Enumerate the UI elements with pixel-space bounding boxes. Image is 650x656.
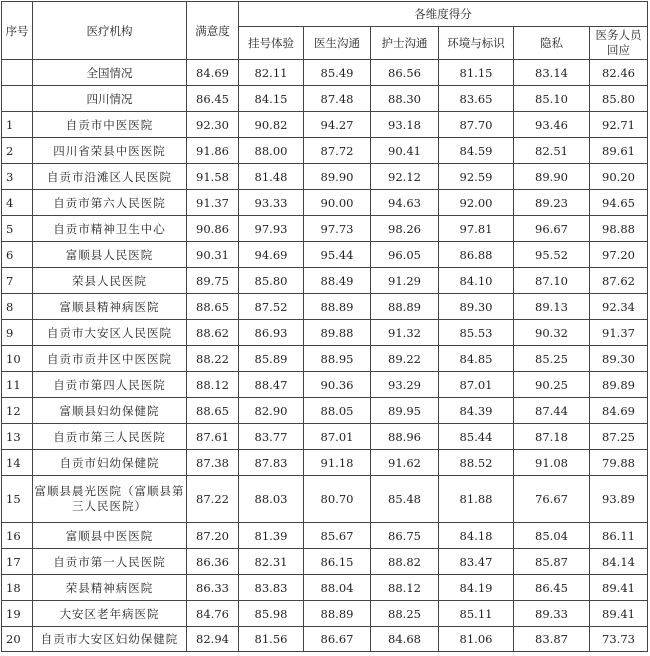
index-cell — [2, 86, 33, 112]
index-cell: 9 — [2, 320, 33, 346]
institution-cell: 自贡市精神卫生中心 — [33, 216, 187, 242]
institution-cell: 富顺县中医医院 — [33, 523, 187, 549]
score-cell: 88.95 — [304, 346, 371, 372]
score-cell: 87.18 — [514, 424, 590, 450]
score-cell: 84.68 — [371, 627, 439, 652]
score-cell: 93.89 — [590, 476, 648, 523]
score-cell: 85.53 — [439, 320, 514, 346]
score-cell: 83.83 — [239, 575, 304, 601]
score-cell: 90.31 — [187, 242, 239, 268]
score-cell: 84.59 — [439, 138, 514, 164]
score-cell: 81.15 — [439, 60, 514, 86]
index-cell: 14 — [2, 450, 33, 476]
table-row — [2, 268, 648, 294]
score-cell: 85.89 — [239, 346, 304, 372]
table-row — [2, 575, 648, 601]
score-cell: 95.44 — [304, 242, 371, 268]
score-cell: 87.38 — [187, 450, 239, 476]
score-cell: 89.61 — [590, 138, 648, 164]
score-cell: 89.30 — [590, 346, 648, 372]
index-cell: 19 — [2, 601, 33, 627]
table-row — [2, 450, 648, 476]
score-cell: 84.10 — [439, 268, 514, 294]
score-cell: 92.59 — [439, 164, 514, 190]
score-cell: 97.93 — [239, 216, 304, 242]
score-cell: 81.56 — [239, 627, 304, 652]
score-cell: 86.33 — [187, 575, 239, 601]
score-cell: 87.01 — [439, 372, 514, 398]
index-cell: 5 — [2, 216, 33, 242]
institution-cell: 自贡市第三人民医院 — [33, 424, 187, 450]
score-cell: 94.65 — [590, 190, 648, 216]
score-cell: 93.29 — [371, 372, 439, 398]
summary-row — [2, 86, 648, 112]
score-cell: 89.41 — [590, 575, 648, 601]
table-row — [2, 164, 648, 190]
institution-cell: 荣县精神病医院 — [33, 575, 187, 601]
score-cell: 93.46 — [514, 112, 590, 138]
score-cell: 83.77 — [239, 424, 304, 450]
score-cell: 89.88 — [304, 320, 371, 346]
score-cell: 94.63 — [371, 190, 439, 216]
score-cell: 85.44 — [439, 424, 514, 450]
score-cell: 90.32 — [514, 320, 590, 346]
score-cell: 98.26 — [371, 216, 439, 242]
score-cell: 88.96 — [371, 424, 439, 450]
score-cell: 88.65 — [187, 294, 239, 320]
score-cell: 86.15 — [304, 549, 371, 575]
table-row — [2, 242, 648, 268]
score-cell: 84.19 — [439, 575, 514, 601]
score-cell: 89.75 — [187, 268, 239, 294]
score-cell: 86.11 — [590, 523, 648, 549]
score-cell: 81.39 — [239, 523, 304, 549]
score-cell: 91.58 — [187, 164, 239, 190]
score-cell: 93.18 — [371, 112, 439, 138]
score-cell: 82.11 — [239, 60, 304, 86]
score-cell: 87.83 — [239, 450, 304, 476]
score-cell: 88.04 — [304, 575, 371, 601]
score-cell: 81.48 — [239, 164, 304, 190]
table-body — [2, 60, 648, 652]
score-cell: 91.37 — [590, 320, 648, 346]
institution-cell: 自贡市大安区妇幼保健院 — [33, 627, 187, 652]
score-cell: 85.10 — [514, 86, 590, 112]
score-cell: 85.11 — [439, 601, 514, 627]
score-cell: 93.33 — [239, 190, 304, 216]
table-row — [2, 424, 648, 450]
score-cell: 87.01 — [304, 424, 371, 450]
score-cell: 87.61 — [187, 424, 239, 450]
table-header — [2, 2, 648, 60]
score-cell: 82.90 — [239, 398, 304, 424]
institution-cell: 自贡市沿滩区人民医院 — [33, 164, 187, 190]
score-cell: 87.52 — [239, 294, 304, 320]
score-cell: 85.48 — [371, 476, 439, 523]
table-row — [2, 138, 648, 164]
table-row — [2, 190, 648, 216]
score-cell: 84.15 — [239, 86, 304, 112]
score-cell: 91.08 — [514, 450, 590, 476]
score-cell: 79.88 — [590, 450, 648, 476]
index-cell: 1 — [2, 112, 33, 138]
table-row — [2, 476, 648, 523]
table-row — [2, 216, 648, 242]
score-cell: 84.18 — [439, 523, 514, 549]
score-cell: 92.71 — [590, 112, 648, 138]
score-cell: 91.62 — [371, 450, 439, 476]
score-cell: 87.44 — [514, 398, 590, 424]
index-cell: 15 — [2, 476, 33, 523]
score-cell: 86.93 — [239, 320, 304, 346]
institution-cell: 自贡市妇幼保健院 — [33, 450, 187, 476]
index-cell: 17 — [2, 549, 33, 575]
score-cell: 73.73 — [590, 627, 648, 652]
header-dimension: 环境与标识 — [439, 27, 514, 60]
summary-name-cell: 四川情况 — [33, 86, 187, 112]
institution-cell: 荣县人民医院 — [33, 268, 187, 294]
index-cell: 11 — [2, 372, 33, 398]
score-cell: 88.30 — [371, 86, 439, 112]
header-dimension: 挂号体验 — [239, 27, 304, 60]
institution-cell: 富顺县晨光医院（富顺县第三人民医院） — [33, 476, 187, 523]
score-cell: 80.70 — [304, 476, 371, 523]
score-cell: 82.94 — [187, 627, 239, 652]
score-cell: 87.22 — [187, 476, 239, 523]
score-cell: 94.27 — [304, 112, 371, 138]
score-cell: 85.67 — [304, 523, 371, 549]
institution-cell: 自贡市贡井区中医医院 — [33, 346, 187, 372]
table-row — [2, 346, 648, 372]
score-cell: 88.00 — [239, 138, 304, 164]
institution-cell: 四川省荣县中医医院 — [33, 138, 187, 164]
score-cell: 98.88 — [590, 216, 648, 242]
score-cell: 84.85 — [439, 346, 514, 372]
score-cell: 87.48 — [304, 86, 371, 112]
score-cell: 86.45 — [187, 86, 239, 112]
index-cell: 8 — [2, 294, 33, 320]
institution-cell: 富顺县精神病医院 — [33, 294, 187, 320]
score-cell: 91.18 — [304, 450, 371, 476]
index-cell: 4 — [2, 190, 33, 216]
institution-cell: 自贡市第一人民医院 — [33, 549, 187, 575]
score-cell: 91.86 — [187, 138, 239, 164]
score-cell: 83.87 — [514, 627, 590, 652]
score-cell: 86.75 — [371, 523, 439, 549]
score-cell: 83.65 — [439, 86, 514, 112]
score-cell: 90.36 — [304, 372, 371, 398]
score-cell: 86.36 — [187, 549, 239, 575]
score-cell: 83.14 — [514, 60, 590, 86]
institution-cell: 自贡市第六人民医院 — [33, 190, 187, 216]
score-cell: 97.73 — [304, 216, 371, 242]
institution-cell: 自贡市第四人民医院 — [33, 372, 187, 398]
score-cell: 96.67 — [514, 216, 590, 242]
table-row — [2, 372, 648, 398]
score-cell: 86.45 — [514, 575, 590, 601]
score-cell: 82.46 — [590, 60, 648, 86]
index-cell — [2, 60, 33, 86]
summary-name-cell: 全国情况 — [33, 60, 187, 86]
score-cell: 84.69 — [590, 398, 648, 424]
index-cell: 18 — [2, 575, 33, 601]
score-cell: 85.87 — [514, 549, 590, 575]
score-cell: 81.06 — [439, 627, 514, 652]
score-cell: 85.49 — [304, 60, 371, 86]
header-satisfaction: 满意度 — [187, 2, 239, 60]
institution-cell: 自贡市大安区人民医院 — [33, 320, 187, 346]
score-cell: 89.30 — [439, 294, 514, 320]
score-cell: 96.05 — [371, 242, 439, 268]
index-cell: 13 — [2, 424, 33, 450]
score-cell: 86.56 — [371, 60, 439, 86]
score-cell: 85.80 — [590, 86, 648, 112]
header-dimension: 护士沟通 — [371, 27, 439, 60]
score-cell: 82.51 — [514, 138, 590, 164]
score-cell: 92.34 — [590, 294, 648, 320]
institution-cell: 自贡市中医医院 — [33, 112, 187, 138]
index-cell: 7 — [2, 268, 33, 294]
header-index: 序号 — [2, 2, 33, 60]
header-dimensions-group: 各维度得分 — [239, 2, 648, 27]
score-cell: 84.14 — [590, 549, 648, 575]
score-cell: 88.89 — [304, 294, 371, 320]
score-cell: 97.20 — [590, 242, 648, 268]
index-cell: 3 — [2, 164, 33, 190]
table-row — [2, 320, 648, 346]
table-row — [2, 398, 648, 424]
score-cell: 84.69 — [187, 60, 239, 86]
score-cell: 89.95 — [371, 398, 439, 424]
score-cell: 87.62 — [590, 268, 648, 294]
score-cell: 89.23 — [514, 190, 590, 216]
score-cell: 88.89 — [304, 601, 371, 627]
score-cell: 88.12 — [187, 372, 239, 398]
score-cell: 88.62 — [187, 320, 239, 346]
score-cell: 89.22 — [371, 346, 439, 372]
table-row — [2, 112, 648, 138]
table-row — [2, 294, 648, 320]
table-row — [2, 549, 648, 575]
score-cell: 85.98 — [239, 601, 304, 627]
header-dimension: 医生沟通 — [304, 27, 371, 60]
table-row — [2, 627, 648, 652]
score-cell: 88.12 — [371, 575, 439, 601]
score-cell: 76.67 — [514, 476, 590, 523]
score-cell: 82.31 — [239, 549, 304, 575]
score-cell: 92.00 — [439, 190, 514, 216]
index-cell: 12 — [2, 398, 33, 424]
score-cell: 91.29 — [371, 268, 439, 294]
score-cell: 97.81 — [439, 216, 514, 242]
score-cell: 88.49 — [304, 268, 371, 294]
score-cell: 88.52 — [439, 450, 514, 476]
score-cell: 90.82 — [239, 112, 304, 138]
index-cell: 20 — [2, 627, 33, 652]
header-dimension: 隐私 — [514, 27, 590, 60]
index-cell: 6 — [2, 242, 33, 268]
score-cell: 87.72 — [304, 138, 371, 164]
score-cell: 94.69 — [239, 242, 304, 268]
index-cell: 2 — [2, 138, 33, 164]
score-cell: 92.30 — [187, 112, 239, 138]
score-cell: 88.22 — [187, 346, 239, 372]
score-cell: 86.88 — [439, 242, 514, 268]
satisfaction-table — [1, 1, 648, 652]
score-cell: 89.13 — [514, 294, 590, 320]
score-cell: 89.89 — [590, 372, 648, 398]
score-cell: 89.90 — [514, 164, 590, 190]
score-cell: 91.37 — [187, 190, 239, 216]
score-cell: 92.12 — [371, 164, 439, 190]
score-cell: 87.25 — [590, 424, 648, 450]
score-cell: 85.25 — [514, 346, 590, 372]
score-cell: 88.82 — [371, 549, 439, 575]
score-cell: 88.03 — [239, 476, 304, 523]
table-row — [2, 523, 648, 549]
score-cell: 87.70 — [439, 112, 514, 138]
score-cell: 89.90 — [304, 164, 371, 190]
score-cell: 88.89 — [371, 294, 439, 320]
score-cell: 86.67 — [304, 627, 371, 652]
score-cell: 88.05 — [304, 398, 371, 424]
score-cell: 90.20 — [590, 164, 648, 190]
score-cell: 85.04 — [514, 523, 590, 549]
score-cell: 84.76 — [187, 601, 239, 627]
score-cell: 84.39 — [439, 398, 514, 424]
index-cell: 16 — [2, 523, 33, 549]
score-cell: 88.47 — [239, 372, 304, 398]
score-cell: 90.41 — [371, 138, 439, 164]
header-dimension: 医务人员回应 — [590, 27, 648, 60]
score-cell: 88.25 — [371, 601, 439, 627]
score-cell: 87.10 — [514, 268, 590, 294]
header-institution: 医疗机构 — [33, 2, 187, 60]
score-cell: 81.88 — [439, 476, 514, 523]
score-cell: 91.32 — [371, 320, 439, 346]
score-cell: 90.25 — [514, 372, 590, 398]
score-cell: 88.65 — [187, 398, 239, 424]
institution-cell: 富顺县妇幼保健院 — [33, 398, 187, 424]
score-cell: 85.80 — [239, 268, 304, 294]
table-row — [2, 601, 648, 627]
institution-cell: 富顺县人民医院 — [33, 242, 187, 268]
score-cell: 83.47 — [439, 549, 514, 575]
score-cell: 87.20 — [187, 523, 239, 549]
score-cell: 90.86 — [187, 216, 239, 242]
summary-row — [2, 60, 648, 86]
score-cell: 95.52 — [514, 242, 590, 268]
score-cell: 89.33 — [514, 601, 590, 627]
score-cell: 89.41 — [590, 601, 648, 627]
institution-cell: 大安区老年病医院 — [33, 601, 187, 627]
index-cell: 10 — [2, 346, 33, 372]
score-cell: 90.00 — [304, 190, 371, 216]
